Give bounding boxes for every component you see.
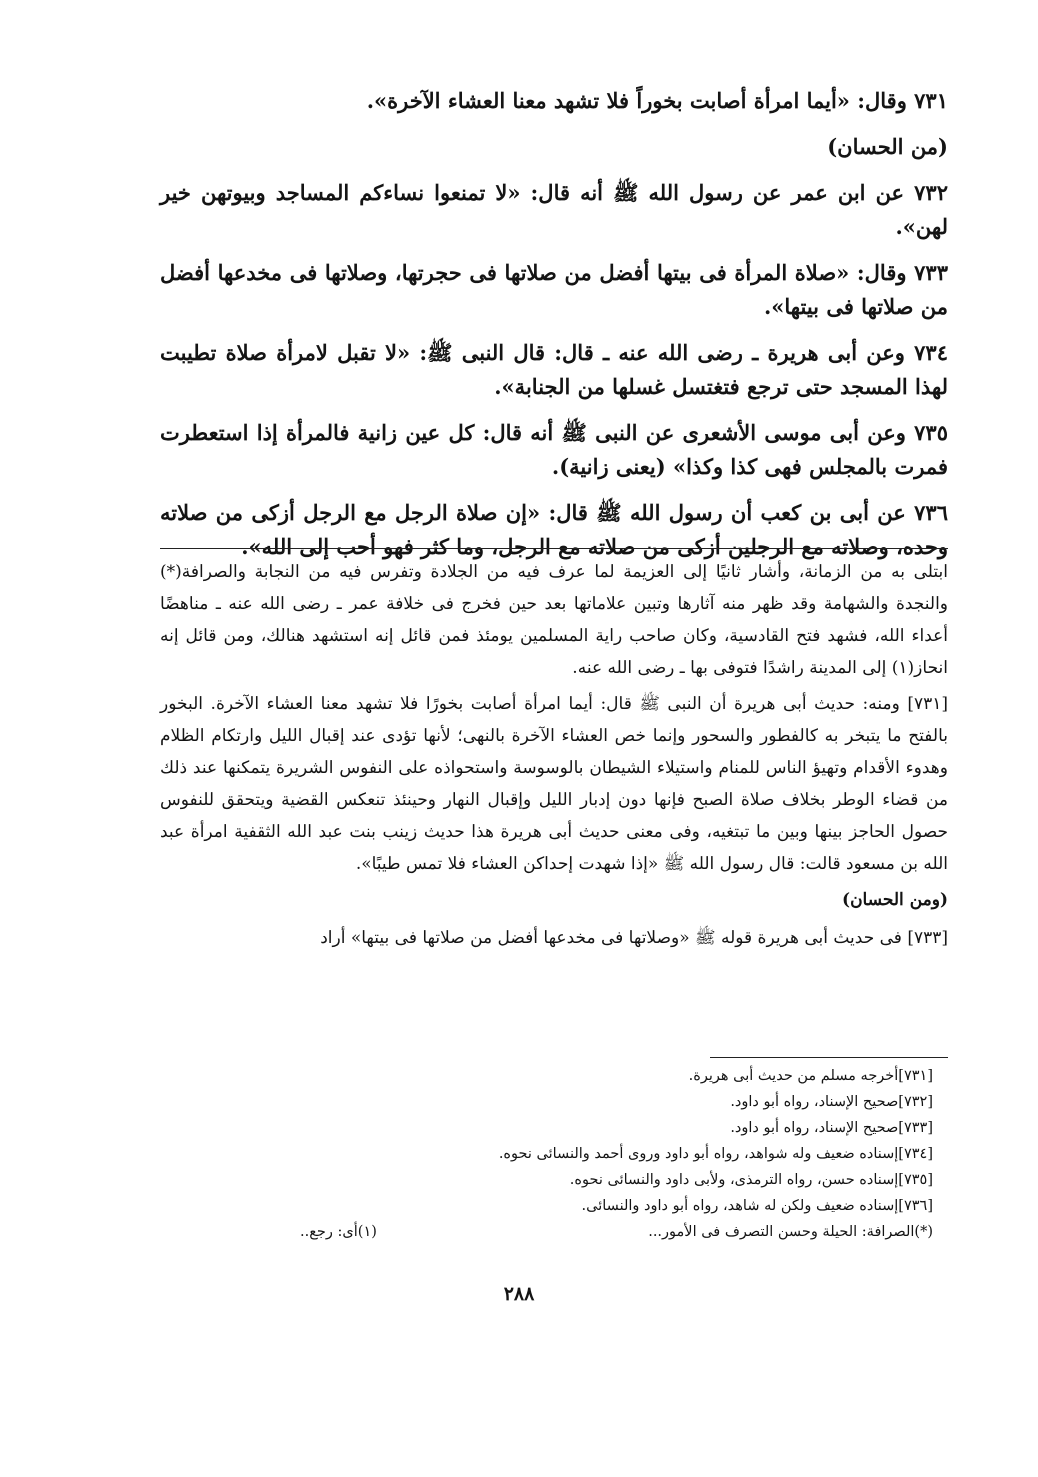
footnote-item: [٧٣٣]صحيح الإسناد، رواه أبو داود. — [730, 1120, 933, 1136]
hadith-number: ٧٣٢ — [914, 180, 948, 205]
hadith-section — [160, 84, 948, 576]
footnote-item: [٧٣٦]إسناده ضعيف ولكن له شاهد، رواه أبو داود والنسائى. — [581, 1198, 933, 1214]
hadith-number: ٧٣٤ — [914, 340, 948, 365]
page-number: ٢٨٨ — [503, 1283, 535, 1305]
footnote-row-glosses — [300, 1220, 933, 1244]
footnote-item: [٧٣٢]صحيح الإسناد، رواه أبو داود. — [730, 1094, 933, 1110]
footnotes — [300, 1064, 933, 1246]
hadith-text: وقال: «صلاة المرأة فى بيتها أفضل من صلاتها فى حجرتها، وصلاتها فى مخدعها أفضل من صلاتها فى بيتها». — [160, 260, 948, 319]
hadith-732 — [160, 176, 948, 244]
footnote-divider — [710, 1057, 948, 1058]
section-divider — [160, 548, 948, 549]
section-heading-hasan — [160, 130, 948, 164]
hadith-text: وعن أبى موسى الأشعرى عن النبى ﷺ أنه قال: كل عين زانية فالمرأة إذا استعطرت فمرت بالمجلس فهى كذا وكذا» (يعنى زانية). — [160, 420, 948, 479]
section-heading-text: (من الحسان) — [827, 134, 948, 159]
hadith-731 — [160, 84, 948, 118]
hadith-number: ٧٣٣ — [914, 260, 948, 285]
hadith-733 — [160, 256, 948, 324]
commentary-section — [160, 556, 948, 958]
hadith-number: ٧٣٦ — [914, 500, 948, 525]
hadith-736 — [160, 496, 948, 564]
footnote-item: [٧٣١]أخرجه مسلم من حديث أبى هريرة. — [688, 1068, 933, 1084]
hadith-number: ٧٣٥ — [914, 420, 948, 445]
commentary-731: [٧٣١] ومنه: حديث أبى هريرة أن النبى ﷺ قال: أيما امرأة أصابت بخورًا فلا تشهد معنا العشاء الآخرة. البخور بالفتح ما يتبخر به كالفطور والسحور وإنما خص العشاء الآخرة بالنهى؛ لأنها تؤدى عند إقبال الليل وارتكام الظلام وهدوء الأقدام وتهيؤ الناس للمنام واستيلاء الشيطان بالوسوسة واستحواذه على النفوس الشريرة يتمكنها عند ذلك من قضاء الوطر بخلاف صلاة الصبح فإنها دون إدبار الليل وإقبال النهار وحينئذ تنعكس القضية ويتحقق للنفوس حصول الحاجز بينها وبين ما تبتغيه، وفى معنى حديث أبى هريرة هذا حديث زينب بنت عبد الله الثقفية امرأة عبد الله بن مسعود قالت: قال رسول الله ﷺ «إذا شهدت إحداكن العشاء فلا تمس طيبًا». — [160, 694, 948, 874]
footnote-star: (*)الصرافة: الحيلة وحسن التصرف فى الأمور... — [648, 1224, 933, 1240]
footnote-one: (١)أى: رجع.. — [300, 1224, 377, 1240]
commentary-section-heading: (ومن الحسان) — [842, 890, 948, 910]
footnote-item: [٧٣٤]إسناده ضعيف وله شواهد، رواه أبو داود وروى أحمد والنسائى نحوه. — [498, 1146, 933, 1162]
footnote-item: [٧٣٥]إسناده حسن، رواه الترمذى، ولأبى داود والنسائى نحوه. — [569, 1172, 933, 1188]
hadith-text: عن أبى بن كعب أن رسول الله ﷺ قال: «إن صلاة الرجل مع الرجل أزكى من صلاته وحده، وصلاته مع الرجلين أزكى من صلاته مع الرجل، وما كثر فهو أحب إلى الله». — [160, 500, 948, 559]
hadith-735 — [160, 416, 948, 484]
hadith-text: وعن أبى هريرة ـ رضى الله عنه ـ قال: قال النبى ﷺ: «لا تقبل لامرأة صلاة تطيبت لهذا المسجد حتى ترجع فتغتسل غسلها من الجنابة». — [160, 340, 948, 399]
commentary-intro: ابتلى به من الزمانة، وأشار ثانيًا إلى العزيمة لما عرف فيه من الجلادة وتفرس فيه من النجابة والصرافة(*) والنجدة والشهامة وقد ظهر منه آثارها وتبين علاماتها بعد حين فخرج فى خلافة عمر ـ رضى الله عنه ـ مناهضًا أعداء الله، فشهد فتح القادسية، وكان صاحب راية المسلمين يومئذ فمن قائل إنه استشهد هنالك، ومن قائل إنه انحاز(١) إلى المدينة راشدًا فتوفى بها ـ رضى الله عنه. — [160, 562, 948, 678]
hadith-text: عن ابن عمر عن رسول الله ﷺ أنه قال: «لا تمنعوا نساءكم المساجد وبيوتهن خير لهن». — [160, 180, 948, 239]
commentary-733: [٧٣٣] فى حديث أبى هريرة قوله ﷺ «وصلاتها فى مخدعها أفضل من صلاتها فى بيتها» أراد — [320, 928, 948, 948]
hadith-734 — [160, 336, 948, 404]
hadith-number: ٧٣١ — [914, 88, 948, 113]
hadith-text: وقال: «أيما امرأة أصابت بخوراً فلا تشهد معنا العشاء الآخرة». — [366, 88, 915, 113]
